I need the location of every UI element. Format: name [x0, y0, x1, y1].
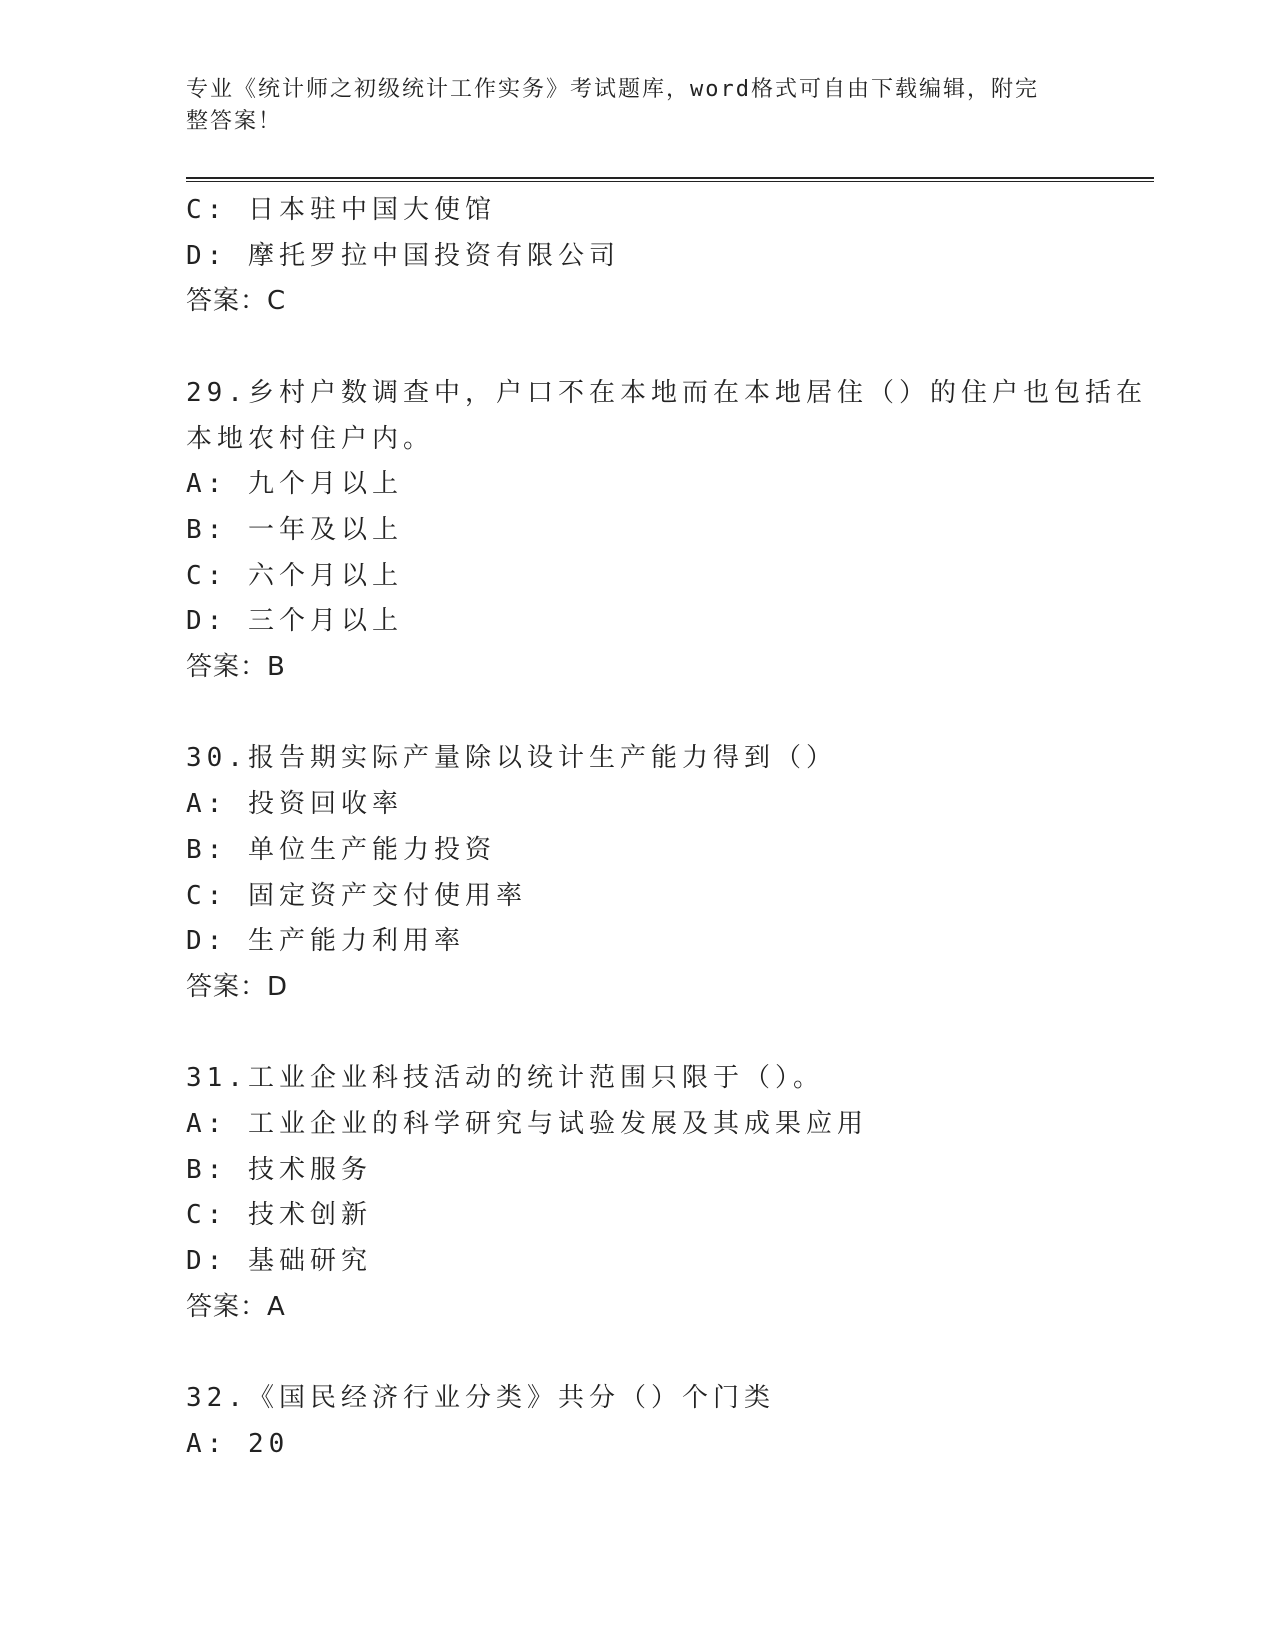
answer-line: 答案：D: [186, 971, 289, 1002]
question-29: [186, 371, 1154, 691]
option-c: C: 固定资产交付使用率: [186, 880, 527, 911]
question-28: [186, 188, 1154, 325]
spacer: [186, 1011, 1154, 1057]
question-30: [186, 736, 1154, 1010]
option-c: C: 六个月以上: [186, 560, 403, 591]
question-32: [186, 1376, 1154, 1467]
option-a: A: 20: [186, 1428, 290, 1459]
question-text: 32.《国民经济行业分类》共分（）个门类: [186, 1383, 775, 1414]
answer-line: 答案：C: [186, 286, 287, 317]
option-d: D: 摩托罗拉中国投资有限公司: [186, 240, 620, 271]
question-text: 29.乡村户数调查中，户口不在本地而在本地居住（）的住户也包括在: [186, 377, 1147, 408]
question-31: [186, 1056, 1154, 1330]
question-text-cont: 本地农村住户内。: [186, 423, 435, 454]
option-d: D: 生产能力利用率: [186, 926, 465, 957]
spacer: [186, 691, 1154, 737]
spacer: [186, 1331, 1154, 1377]
option-a: A: 投资回收率: [186, 789, 403, 820]
option-b: B: 技术服务: [186, 1154, 372, 1185]
header-rule-thick: [186, 177, 1154, 179]
option-c: C: 技术创新: [186, 1200, 372, 1231]
question-text: 31.工业企业科技活动的统计范围只限于（）。: [186, 1063, 824, 1094]
option-b: B: 一年及以上: [186, 514, 403, 545]
option-a: A: 工业企业的科学研究与试验发展及其成果应用: [186, 1109, 868, 1140]
answer-line: 答案：B: [186, 652, 286, 683]
option-c: C: 日本驻中国大使馆: [186, 195, 496, 225]
header-line-1: 专业《统计师之初级统计工作实务》考试题库，word格式可自由下载编辑，附完: [186, 77, 1039, 102]
option-a: A: 九个月以上: [186, 469, 403, 500]
spacer: [186, 325, 1154, 371]
option-d: D: 三个月以上: [186, 606, 403, 637]
document-header: [186, 74, 1066, 138]
option-b: B: 单位生产能力投资: [186, 834, 496, 865]
header-rule-thin: [186, 181, 1154, 182]
header-line-2: 整答案！: [186, 109, 283, 134]
option-d: D: 基础研究: [186, 1246, 372, 1277]
question-list: [186, 188, 1154, 1468]
question-text: 30.报告期实际产量除以设计生产能力得到（）: [186, 743, 837, 774]
answer-line: 答案：A: [186, 1291, 286, 1322]
